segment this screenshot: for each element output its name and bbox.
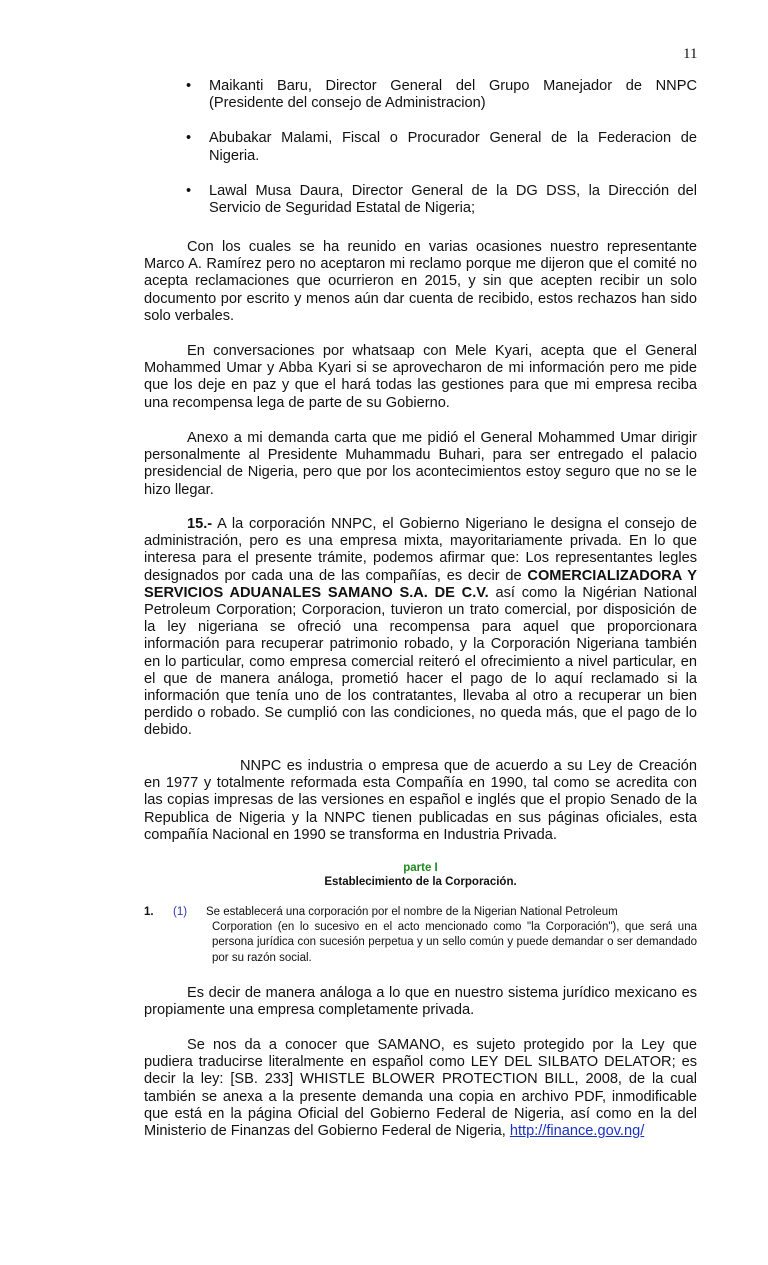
paragraph-segment: A la corporación NNPC, el Gobierno Nigeriano le designa el consejo de administración, pero es una empresa mixta, mayoritariamente privada. En lo que interesa para el presente trámite, podemos afirmar que: Los representantes legles designados por cada una de las compañías, es decir de (144, 516, 697, 584)
paragraph-6 (144, 985, 697, 1019)
bullet-list (186, 78, 697, 235)
article-number: 1. (144, 906, 154, 918)
page-number: 11 (683, 46, 698, 62)
part-label: parte I (403, 862, 438, 874)
finance-link[interactable]: http://finance.gov.ng/ (509, 1123, 645, 1140)
paragraph-segment: así como la Nigérian National Petroleum Corporation; Corporacion, tuvieron un trato comercial, por disposición de la ley nigeriana se ofreció una recompensa para aquel que proporcionara información para recuperar patrimonio robado, y la Corporación Nigeriana también en lo particular, como empresa comercial reiteró el ofrecimiento a nivel particular, en el que de manera análoga, prometió hacer el pago de lo aquí reclamado si la información que tenía uno de los contratantes, llevaba al otro a recuperar un bien perdido o robado. Se cumplió con las condiciones, no queda más, que el pago de lo debido. (144, 584, 697, 739)
bullet-icon: • (186, 78, 192, 94)
subsection-number: (1) (173, 906, 188, 918)
paragraph-2 (144, 343, 697, 412)
list-item-text: Abubakar Malami, Fiscal o Procurador General de la Federacion de Nigeria. (209, 130, 697, 164)
paragraph-text (144, 516, 697, 740)
part-title: Establecimiento de la Corporación. (324, 876, 517, 888)
article-text-rest: Corporation (en lo sucesivo en el acto mencionado como "la Corporación"), que será una persona jurídica con sucesión perpetua y un sello común y puede demandar o ser demandado por su razón social. (212, 921, 697, 964)
paragraph-3 (144, 430, 697, 499)
list-item (186, 78, 697, 112)
list-item (186, 183, 697, 217)
paragraph-text: Es decir de manera análoga a lo que en nuestro sistema jurídico mexicano es propiamente una empresa completamente privada. (144, 985, 697, 1019)
paragraph-text: NNPC es industria o empresa que de acuerdo a su Ley de Creación en 1977 y totalmente reformada esta Compañía en 1990, tal como se acredita con las copias impresas de las versiones en español e inglés que el propio Senado de la Republica de Nigeria y la NNPC tienen publicadas en sus páginas oficiales, esta compañía Nacional en 1990 se transforma en Industria Privada. (144, 758, 697, 843)
law-article (144, 905, 697, 966)
list-item (186, 130, 697, 164)
paragraph-4 (144, 516, 697, 740)
list-item-text: Maikanti Baru, Director General del Grupo Manejador de NNPC (Presidente del consejo de Administracion) (209, 78, 697, 112)
paragraph-segment: Se nos da a conocer que SAMANO, es sujeto protegido por la Ley que pudiera traducirse literalmente en español como LEY DEL SILBATO DELATOR; es decir la ley: [SB. 233] WHISTLE BLOWER PROTECTION BILL, 2008, de la cual también se anexa a la presente demanda una copia en archivo PDF, inmodificable que está en la página Oficial del Gobierno Federal de Nigeria, así como en la del Ministerio de Finanzas del Gobierno Federal de Nigeria, (144, 1037, 697, 1140)
paragraph-text: Anexo a mi demanda carta que me pidió el General Mohammed Umar dirigir personalmente al Presidente Muhammadu Buhari, para ser entregado el palacio presidencial de Nigeria, pero que por los acontecimientos estoy seguro que no se le hizo llegar. (144, 430, 697, 498)
paragraph-5 (144, 758, 697, 844)
article-text (206, 905, 697, 966)
article-text-first-line: Se establecerá una corporación por el nombre de la Nigerian National Petroleum (206, 906, 618, 918)
paragraph-text (144, 1037, 697, 1140)
paragraph-text: Con los cuales se ha reunido en varias ocasiones nuestro representante Marco A. Ramírez pero no aceptaron mi reclamo porque me dijeron que el comité no acepta reclamaciones que ocurrieron en 2015, y sin que acepten recibir un solo documento por escrito y menos aún dar cuenta de recibido, estos rechazos han sido solo verbales. (144, 239, 697, 324)
paragraph-1 (144, 239, 697, 325)
part-heading (144, 861, 697, 889)
company-name: COMERCIALIZADORA Y SERVICIOS ADUANALES SAMANO S.A. DE C.V. (144, 567, 697, 601)
paragraph-7 (144, 1037, 697, 1140)
section-number: 15.- (187, 516, 213, 532)
bullet-icon: • (186, 182, 192, 199)
list-item-text: Lawal Musa Daura, Director General de la DG DSS, la Dirección del Servicio de Seguridad Estatal de Nigeria; (209, 182, 697, 217)
bullet-icon: • (186, 130, 192, 147)
paragraph-text: En conversaciones por whatsaap con Mele Kyari, acepta que el General Mohammed Umar y Abba Kyari si se aprovecharon de mi información pero me pide que los deje en paz y que el hará todas las gestiones para que mi empresa reciba una recompensa lega de parte de su Gobierno. (144, 343, 697, 411)
